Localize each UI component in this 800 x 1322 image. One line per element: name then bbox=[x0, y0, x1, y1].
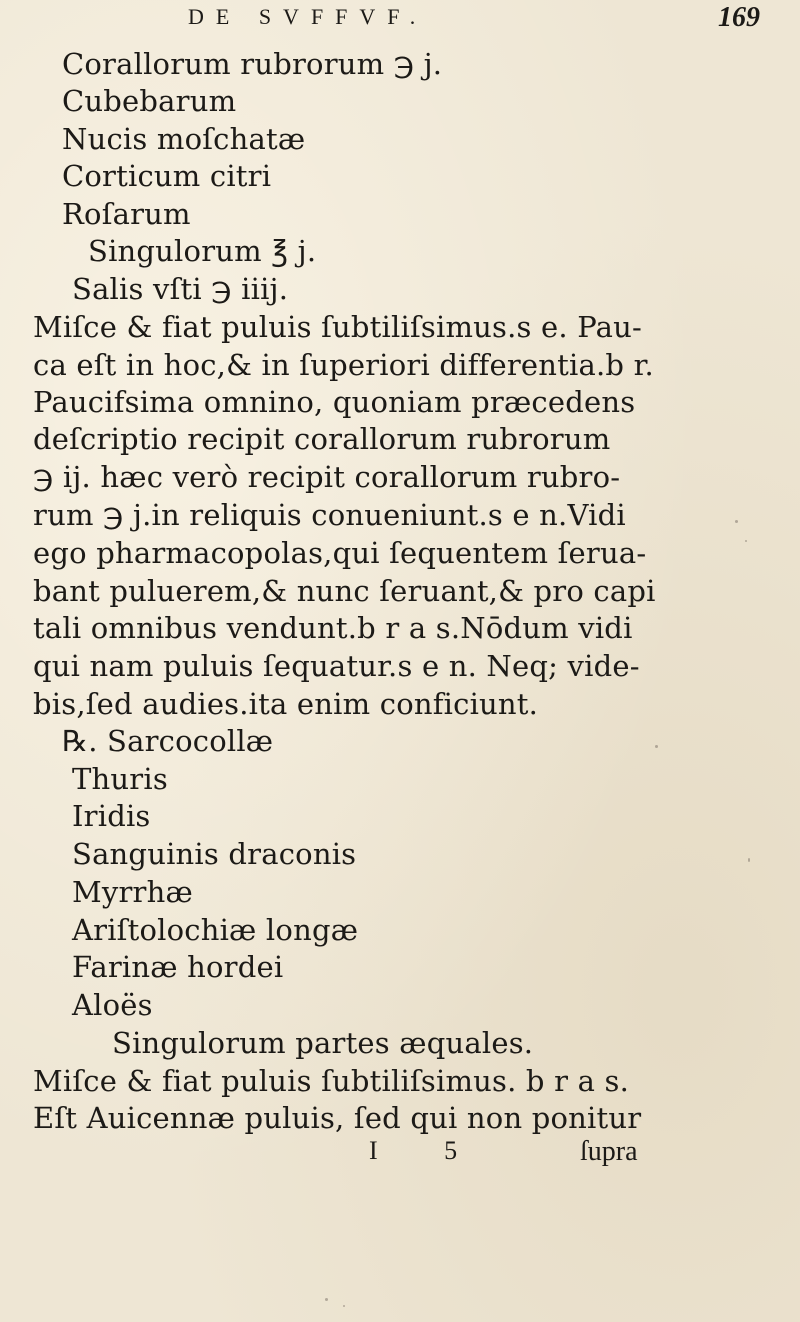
text-line: Paucifsima omnino, quoniam præcedens bbox=[33, 385, 636, 419]
text-line: bant puluerem,& nunc ſeruant,& pro capi bbox=[33, 574, 656, 608]
text-line: tali omnibus vendunt.b r a s.Nōdum vidi bbox=[33, 611, 633, 645]
paper-speck bbox=[735, 520, 738, 523]
text-line: Corticum citri bbox=[62, 159, 272, 193]
text-line: deſcriptio recipit corallorum rubrorum bbox=[33, 422, 611, 456]
text-line: ca eſt in hoc,& in ſuperiori differentia.b r. bbox=[33, 348, 654, 382]
text-line: qui nam puluis ſequatur.s e n. Neq; vide- bbox=[33, 649, 640, 683]
page-number: 169 bbox=[718, 2, 760, 33]
text-line: Miſce & fiat puluis ſubtiliſsimus. b r a s. bbox=[33, 1064, 630, 1098]
text-line: Thuris bbox=[72, 762, 168, 796]
paper-speck bbox=[748, 858, 750, 862]
running-head: DE SVFFVF. bbox=[188, 4, 428, 29]
paper-speck bbox=[655, 745, 658, 748]
text-line: Iridis bbox=[72, 799, 151, 833]
text-line: Miſce & fiat puluis ſubtiliſsimus.s e. Pau- bbox=[33, 310, 642, 344]
text-line: Roſarum bbox=[62, 197, 191, 231]
text-line: Corallorum rubrorum ℈ j. bbox=[62, 47, 443, 81]
text-line: ℈ ij. hæc verò recipit corallorum rubro- bbox=[33, 460, 621, 494]
text-line: Singulorum partes æquales. bbox=[112, 1026, 534, 1060]
text-line: Sanguinis draconis bbox=[72, 837, 357, 871]
text-line: rum ℈ j.in reliquis conueniunt.s e n.Vidi bbox=[33, 498, 626, 532]
paper-speck bbox=[325, 1298, 328, 1301]
text-line: ℞. Sarcocollæ bbox=[62, 724, 274, 758]
text-line: Ariſtolochiæ longæ bbox=[72, 913, 359, 947]
text-line: Myrrhæ bbox=[72, 875, 193, 909]
text-line: Farinæ hordei bbox=[72, 950, 284, 984]
paper-speck bbox=[343, 1305, 345, 1307]
text-line: Aloës bbox=[72, 988, 153, 1022]
signature-mark: I 5 bbox=[369, 1136, 488, 1165]
catchword: ſupra bbox=[580, 1136, 638, 1167]
text-line: Salis vſti ℈ iiij. bbox=[72, 272, 289, 306]
text-line: Nucis moſchatæ bbox=[62, 122, 306, 156]
text-line: Eſt Auicennæ puluis, ſed qui non ponitur bbox=[33, 1101, 642, 1135]
text-line: ego pharmacopolas,qui ſequentem ſerua- bbox=[33, 536, 647, 570]
text-line: bis,ſed audies.ita enim conficiunt. bbox=[33, 687, 539, 721]
text-line: Singulorum ℥ j. bbox=[88, 234, 317, 268]
paper-speck bbox=[745, 540, 747, 542]
text-line: Cubebarum bbox=[62, 84, 237, 118]
